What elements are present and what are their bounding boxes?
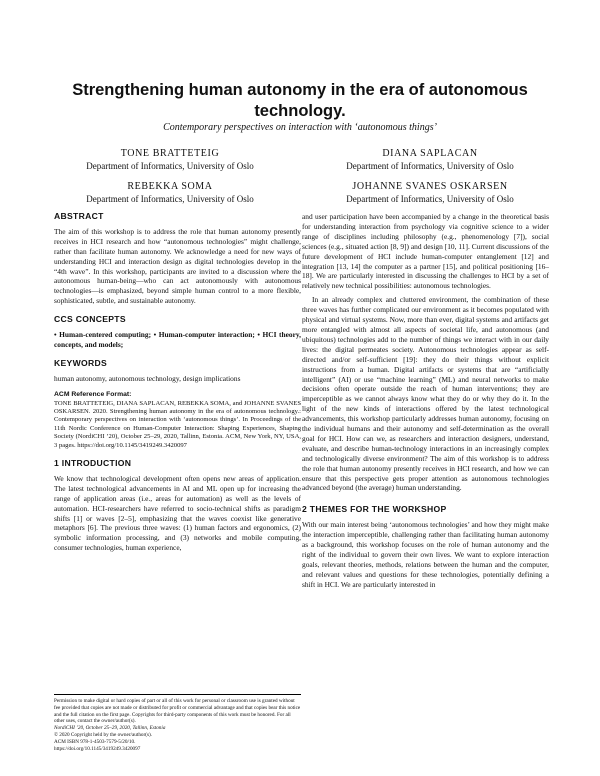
isbn-line: ACM ISBN 978-1-4503-7579-5/20/10. bbox=[54, 738, 136, 745]
keywords-text: human autonomy, autonomous technology, design implications bbox=[54, 373, 241, 383]
paper-title: Strengthening human autonomy in the era of autonomous technology. bbox=[72, 81, 528, 120]
author-3 bbox=[40, 181, 300, 205]
acm-reference-text: TONE BRATTETEIG, DIANA SAPLACAN, REBEKKA SOMA, and JOHANNE SVANES OSKARSEN. 2020. Strengthening human autonomy in the era of autonomous technology.: Contemporary perspectives on interaction with ‘autonomous things’. In Proceedings of the 11th Nordic Conference on Human-Computer Interaction: Shaping Experiences, Shaping Society (NordiCHI ’20), October 25–29, 2020, Tallinn, Estonia. ACM, New York, NY, USA, 3 pages. https://doi.org/10.1145/3419249.3420097 bbox=[54, 399, 301, 449]
author-name: DIANA SAPLACAN bbox=[382, 148, 478, 159]
permission-text: Permission to make digital or hard copies of part or all of this work for personal or classroom use is granted without fee provided that copies are not made or distributed for profit or commercial advantage and that copies bear this notice and the full citation on the first page. Copyrights for third-party components of this work must be honored. For all other uses, contact the owner/author(s). bbox=[54, 698, 301, 725]
author-affiliation: Department of Informatics, University of Oslo bbox=[346, 194, 514, 204]
section2-text: With our main interest being ‘autonomous technologies’ and how they might make the interaction imperceptible, challenging rather than facilitating human autonomy as a background, this workshop focuses on the role of human autonomy and the right of the individual to govern their own lives. We want to explore interaction goals, relevant theories, methods, relations between the human and the computer, and relevant values and questions for these technologies, potentially defining a shift in HCI. We are particularly interested in bbox=[302, 520, 549, 589]
permission-block bbox=[54, 694, 301, 752]
author-name: REBEKKA SOMA bbox=[127, 181, 213, 192]
right-paragraph-1: and user participation have been accompanied by a change in the theoretical basis for understanding interaction from psychology via cognitive science to a wider range of disciplines including philosophy (e.g., phenomenology [7]), social sciences (e.g., situated action [8, 9]) and design [10, 11]. Current discussions of the future development of HCI include human-computer entanglement [12] and integration [13, 14] the computer as a partner [15], and political positioning [16–18]. We are particularly interested in discussing the challenges to HCI by a set of relatively new technical possibilities: autonomous technologies. bbox=[302, 212, 549, 291]
left-column bbox=[54, 212, 301, 553]
author-4 bbox=[300, 181, 560, 205]
keywords-heading: KEYWORDS bbox=[54, 357, 108, 368]
intro-text: We know that technological development often opens new areas of application. The latest technological advancements in AI and ML open up for increasing the range of application areas (i.e., areas for automation) as well as the levels of automation. HCI-researchers have referred to socio-technical shifts as paradigm shifts [1] or waves [2–5], emphasizing that the waves coexist like generative metaphors [6]. The previous three waves: (1) human factors and ergonomics, (2) symbolic information processing, and (3) networks and mobile computing, consumer technologies, human experience, bbox=[54, 473, 301, 553]
right-column bbox=[302, 212, 549, 590]
section2-heading: 2 THEMES FOR THE WORKSHOP bbox=[302, 504, 447, 515]
right-paragraph-2: In an already complex and cluttered environment, the combination of these three waves has further complicated our environment as it becomes populated with physical and virtual systems. Now, more than ever, digital systems and artifacts get more entangled with almost all aspects of societal life, and autonomous (and ubiquitous) technologies add to the number of things we interact with in our daily lives: the digital permeates society. Autonomous technologies appear as self-directed and/or self-sufficient [19]: they do their things without explicit instructions from a human. Digital artifacts or systems that are “artificially intelligent” (AI) or use “machine learning” (ML) and neural networks to make decisions often operate outside the reach of human interventions; they are imperceptible as we cannot always know what they do or why they do it. In the light of the new kinds of interactions offered by the latest technological advancements, this workshop particularly addresses human autonomy, focusing on the individual humans and their autonomy and self-determination as the overall goal for HCI. How can we, as researchers and interaction designers, understand, evaluate, and describe human-technology interactions in an increasingly complex and technologically diverse environment? The aim of this workshop is to address the role that human autonomy presently receives in HCI research, and how we can ensure that this perspective gets proper attention as autonomous technologies advanced beyond (the average) human understanding. bbox=[302, 295, 549, 493]
author-1 bbox=[40, 148, 300, 172]
author-affiliation: Department of Informatics, University of Oslo bbox=[86, 194, 254, 204]
conference-line: NordiCHI ’20, October 25–29, 2020, Tallinn, Estonia bbox=[54, 725, 166, 732]
author-name: JOHANNE SVANES OSKARSEN bbox=[352, 181, 508, 192]
abstract-heading: ABSTRACT bbox=[54, 211, 104, 221]
ccs-heading: CCS CONCEPTS bbox=[54, 314, 126, 325]
author-affiliation: Department of Informatics, University of Oslo bbox=[346, 161, 514, 171]
author-affiliation: Department of Informatics, University of Oslo bbox=[86, 161, 254, 171]
doi-link[interactable]: https://doi.org/10.1145/3419249.3420097 bbox=[54, 745, 141, 752]
abstract-text: The aim of this workshop is to address the role that human autonomy presently receives in HCI research and how “autonomous technologies” might challenge, rather than facilitate human autonomy. We acknowledge a need for new ways of understanding HCI and interaction design as digital technologies develop in the “4th wave”. In this workshop, participants are invited to a discussion where the autonomous human-being—who can act autonomously with autonomous technologies—is emphasized, beyond simple human control to a more flexible, sophisticated, subtle, and sustainable autonomy. bbox=[54, 226, 301, 306]
paper-subtitle: Contemporary perspectives on interaction with ‘autonomous things’ bbox=[163, 122, 437, 133]
author-name: TONE BRATTETEIG bbox=[120, 148, 220, 159]
ccs-text: • Human-centered computing; • Human-computer interaction; • HCI theory, concepts, and models; bbox=[54, 330, 301, 349]
author-2 bbox=[300, 148, 560, 172]
intro-heading: 1 INTRODUCTION bbox=[54, 458, 132, 469]
acm-reference-heading: ACM Reference Format: bbox=[54, 390, 132, 398]
copyright-line: © 2020 Copyright held by the owner/author(s). bbox=[54, 731, 153, 738]
